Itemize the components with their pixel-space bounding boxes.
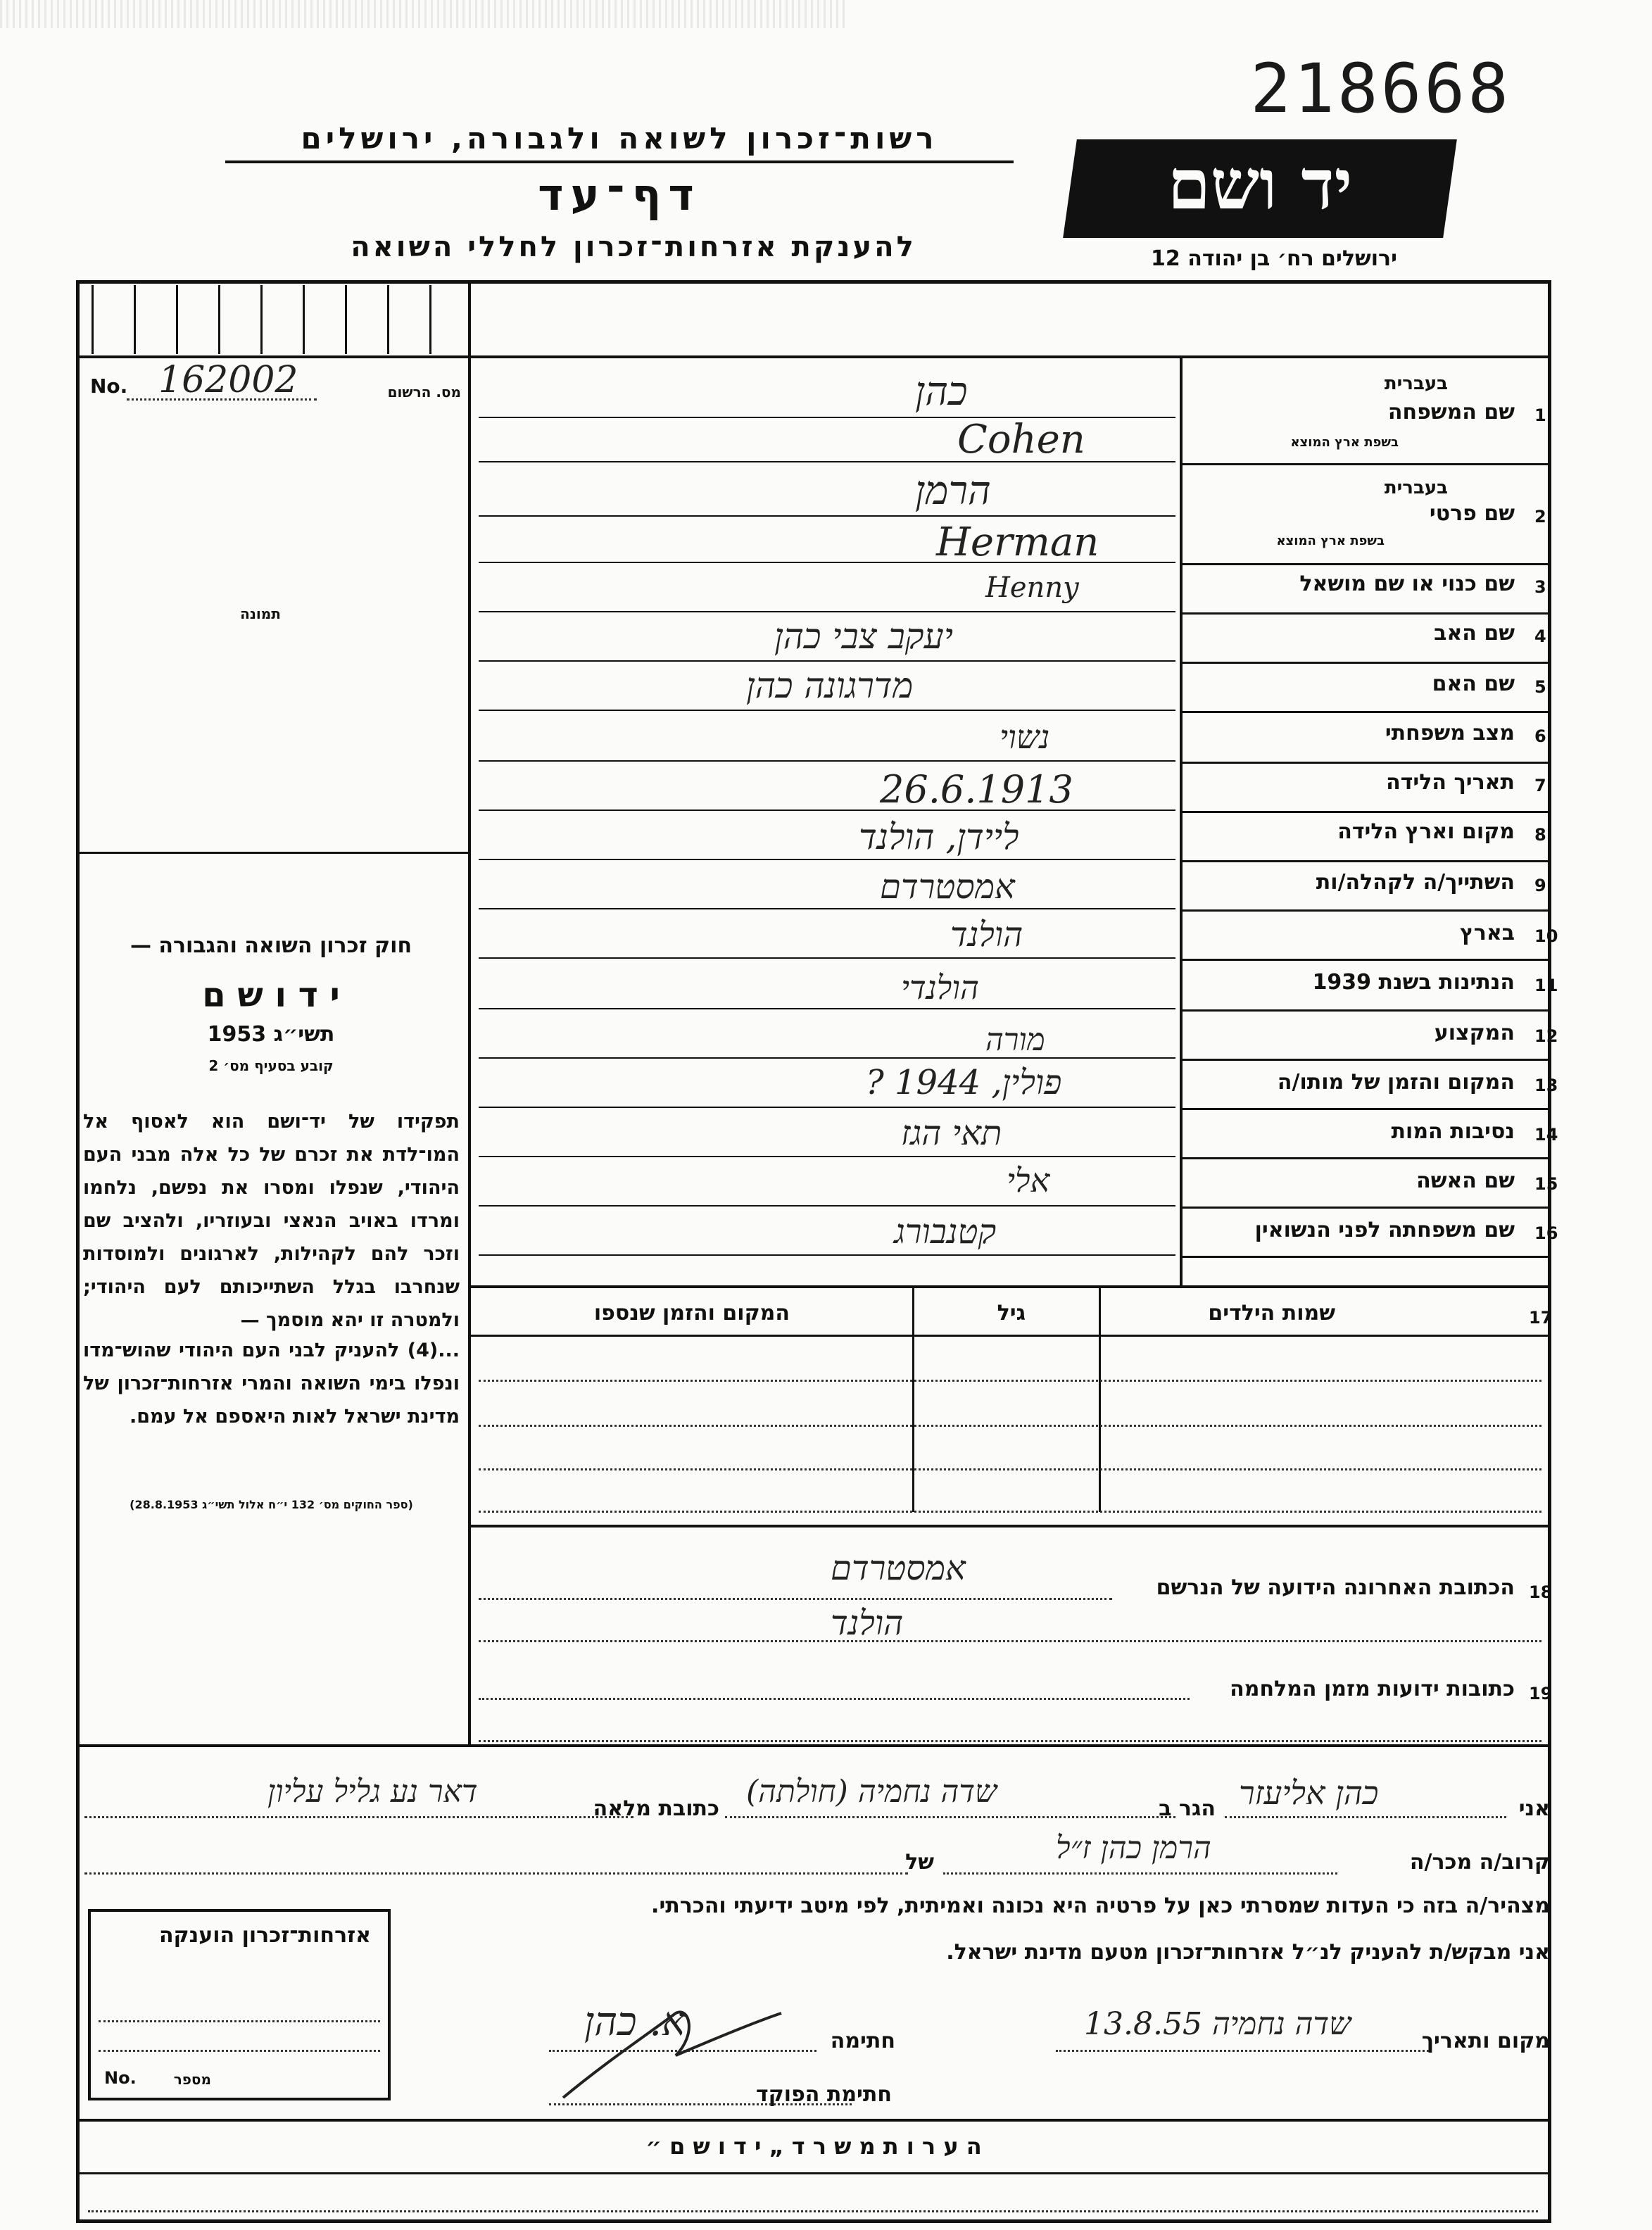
last-address-line <box>479 1598 1112 1600</box>
value-line <box>479 1057 1175 1059</box>
photo-box-divider <box>76 852 468 854</box>
community-value: אמסטרדם <box>880 867 1015 907</box>
value-line <box>479 760 1175 762</box>
death-place-value: פולין, 1944 ? <box>866 1063 1062 1102</box>
top-left-stripes <box>92 285 458 354</box>
law-body: תפקידו של יד־ושם הוא לאסוף אל המו־לדת את זכרם של כל אלה מבני העם היהודי, שנפלו ומסרו את נפשם, נלחמו ומרדו באויב הנאצי ובעוזריו, ולהציב שם וזכר להם לקהילות, לארגונים ולמוסדות שנחרבו בגלל השתייכותם לעם היהודי; ולמטרה זו יהא מוסמך — <box>83 1111 460 1331</box>
citizenship-box-line <box>99 2050 380 2052</box>
last-address-value-2: הולנד <box>831 1604 904 1643</box>
citizenship-box-no-label: No. <box>104 2068 137 2088</box>
registration-no-label: No. <box>90 374 128 398</box>
logo-text: יד ושם <box>1167 144 1353 225</box>
birth-place-value: ליידן, הולנד <box>859 817 1019 857</box>
value-line <box>479 515 1175 517</box>
field-label-wife-name: שם האשה <box>1416 1168 1515 1193</box>
maiden-name-value: קטנבורג <box>894 1212 997 1252</box>
citizenship-box-number-label: מספר <box>173 2071 211 2088</box>
field-label-country: בארץ <box>1459 921 1515 945</box>
field-label-maiden-name: שם משפחתה לפני הנשואין <box>1254 1218 1515 1242</box>
signature-scrawl <box>549 1992 788 2105</box>
death-circumstances-value: תאי הגז <box>901 1114 1002 1153</box>
field-number: 12 <box>1534 1026 1558 1046</box>
field-label-birth-date: תאריך הלידה <box>1386 770 1515 795</box>
law-title: חוק זכרון השואה והגבורה — <box>130 933 412 958</box>
row-sep <box>1180 563 1551 565</box>
children-col-divider <box>912 1287 914 1512</box>
logo-address: ירושלים רח׳ בן יהודה 12 <box>1151 246 1397 271</box>
field-number: 6 <box>1534 726 1546 746</box>
nickname-value: Henny <box>985 572 1079 604</box>
row-sep <box>1180 662 1551 664</box>
citizenship-box-line <box>99 2020 380 2022</box>
of-label: של <box>905 1850 934 1875</box>
children-row-line <box>479 1380 1541 1382</box>
signature-label: חתימה <box>830 2029 895 2053</box>
value-line <box>479 859 1175 860</box>
last-address-label: הכתובת האחרונה הידועה של הנרשם <box>1156 1575 1515 1600</box>
officer-signature-line <box>549 2103 852 2105</box>
field-number: 14 <box>1534 1125 1558 1145</box>
field-label-death-circumstances: נסיבות המות <box>1391 1119 1515 1144</box>
row-sep <box>1180 463 1551 465</box>
form-subtitle: להענקת אזרחות־זכרון לחללי השואה <box>351 231 916 263</box>
children-bottom-line <box>468 1525 1551 1527</box>
request-text: אני מבקש/ת להעניק לנ״ל אזרחות־זכרון מטעם מדינת ישראל. <box>946 1940 1550 1965</box>
field-number: 9 <box>1534 876 1546 895</box>
value-line <box>479 611 1175 612</box>
of-value: הרמן כהן ז״ל <box>1056 1830 1211 1866</box>
field-number: 4 <box>1534 626 1546 646</box>
row-sep <box>1180 1108 1551 1110</box>
field-sub-hebrew: בעברית <box>1384 373 1448 394</box>
field-label-father-name: שם האב <box>1434 621 1515 645</box>
family-name-hebrew-value: כהן <box>915 369 968 415</box>
top-band-line <box>76 355 1551 358</box>
declarant-ani-label: אני <box>1518 1796 1550 1821</box>
field-label-profession: המקצוע <box>1434 1021 1515 1045</box>
label-column-divider <box>1180 358 1183 1287</box>
field-label-family-name: שם המשפחה <box>1387 400 1515 424</box>
declaration-text: מצהיר/ה בזה כי העדות שמסרתי כאן על פרטיה היא נכונה ואמיתית, לפי מיטב ידיעתי והכרתי. <box>651 1894 1550 1918</box>
authority-name: רשות־זכרון לשואה ולגבורה, ירושלים <box>301 121 938 156</box>
row-sep <box>1180 1207 1551 1209</box>
field-number: 17 <box>1529 1308 1553 1328</box>
row-sep <box>1180 711 1551 713</box>
field-number: 7 <box>1534 776 1546 795</box>
law-footnote: (ספר החוקים מס׳ 132 י״ח אלול תשי״ג 28.8.1953) <box>130 1498 413 1511</box>
war-address-line <box>479 1740 1541 1742</box>
field-number: 16 <box>1534 1223 1558 1243</box>
office-notes-top-line <box>76 2119 1551 2122</box>
field-label-community: השתייך/ה לקהלה/ות <box>1316 870 1515 895</box>
mother-name-value: מדרגונה כהן <box>746 665 914 706</box>
photo-label: תמונה <box>240 605 281 622</box>
children-row-line <box>479 1425 1541 1427</box>
value-line <box>479 1107 1175 1108</box>
relative-label: קרוב/ה מכר/ה <box>1409 1850 1550 1875</box>
declarant-name-value: כהן אליעזר <box>1239 1774 1379 1812</box>
field-sub-foreign: בשפת ארץ המוצא <box>1276 534 1385 548</box>
row-sep <box>1180 811 1551 813</box>
office-notes-line <box>76 2172 1551 2174</box>
law-clause-4: ...(4) להעניק לבני העם היהודי שהוש־מדו ונפלו בימי השואה והמרי אזרחות־זכרון של מדינת ישראל לאות היאספם אל עמם. <box>83 1340 460 1428</box>
officer-signature-label: חתימת הפוקד <box>756 2082 892 2107</box>
children-names-header: שמות הילדים <box>1208 1301 1335 1325</box>
children-header-line <box>468 1335 1551 1337</box>
children-age-header: גיל <box>997 1301 1026 1325</box>
value-line <box>479 1205 1175 1207</box>
relative-line <box>84 1872 908 1875</box>
field-number: 11 <box>1534 976 1558 995</box>
row-sep <box>1180 762 1551 764</box>
registration-heb-label: מס. הרשום <box>387 384 461 401</box>
field-number: 2 <box>1534 507 1546 527</box>
row-sep <box>1180 1009 1551 1012</box>
family-name-foreign-value: Cohen <box>957 417 1085 462</box>
value-line <box>479 908 1175 909</box>
of-line <box>943 1872 1337 1875</box>
field-label-first-name: שם פרטי <box>1429 501 1515 526</box>
first-name-hebrew-value: הרמן <box>915 468 991 514</box>
place-date-line <box>1056 2050 1429 2052</box>
war-address-line <box>479 1698 1190 1700</box>
place-date-label: מקום ותאריך <box>1421 2029 1550 2053</box>
law-clause-ref: קובע בסעיף מס׳ 2 <box>208 1057 334 1074</box>
declarant-full-address-line <box>84 1816 633 1818</box>
value-line <box>479 1254 1175 1256</box>
field-number: 15 <box>1534 1174 1558 1194</box>
field-number: 1 <box>1534 405 1546 425</box>
value-line <box>479 710 1175 711</box>
birth-date-value: 26.6.1913 <box>880 767 1073 812</box>
declarant-resides-line <box>725 1816 1175 1818</box>
archive-number: 218668 <box>1250 49 1511 128</box>
value-line <box>479 1008 1175 1009</box>
row-sep <box>468 1285 1551 1288</box>
field-label-death-place-time: המקום והזמן של מותו/ה <box>1277 1070 1515 1095</box>
field-number: 8 <box>1534 825 1546 845</box>
field-label-nickname: שם כנוי או שם מושאל <box>1299 572 1515 596</box>
father-name-value: יעקב צבי כהן <box>774 616 953 657</box>
registration-no-value: 162002 <box>158 359 298 401</box>
children-place-header: המקום והזמן שנספו <box>593 1301 790 1325</box>
declarant-resides-label: הגר ב <box>1159 1796 1216 1821</box>
value-line <box>479 660 1175 662</box>
row-sep <box>1180 1157 1551 1159</box>
children-row-line <box>479 1468 1541 1470</box>
declarant-name-line <box>1225 1816 1506 1818</box>
profession-value: מורה <box>985 1022 1045 1058</box>
field-number: 13 <box>1534 1076 1558 1095</box>
office-notes-dotted <box>88 2210 1538 2212</box>
declarant-full-address-value: דאר נע גליל עליון <box>267 1774 478 1810</box>
value-line <box>479 1156 1175 1157</box>
field-sub-foreign: בשפת ארץ המוצא <box>1290 435 1399 450</box>
authority-underline <box>225 160 1014 163</box>
declaration-top-line <box>76 1744 1551 1747</box>
first-name-foreign-value: Herman <box>936 519 1099 565</box>
field-label-nationality-1939: הנתינות בשנת 1939 <box>1312 970 1515 995</box>
country-value: הולנד <box>950 915 1023 955</box>
law-year: תשי״ג 1953 <box>207 1022 335 1047</box>
row-sep <box>1180 1256 1551 1258</box>
row-sep <box>1180 959 1551 961</box>
children-row-line <box>479 1511 1541 1513</box>
field-number: 18 <box>1529 1582 1553 1602</box>
value-line <box>479 957 1175 959</box>
row-sep <box>1180 909 1551 912</box>
field-label-marital-status: מצב משפחתי <box>1385 721 1515 745</box>
row-sep <box>1180 1059 1551 1061</box>
war-address-label: כתובות ידועות מזמן המלחמה <box>1230 1677 1515 1701</box>
office-notes-title: ה ע ר ו ת מ ש ר ד „ י ד ו ש ם ״ <box>645 2133 982 2160</box>
wife-name-value: אלי <box>1007 1161 1050 1199</box>
form-title: דף־עד <box>538 169 701 220</box>
place-date-value: שדה נחמיה 13.8.55 <box>1084 2006 1351 2042</box>
declarant-full-address-label: כתובת מלאה <box>593 1796 719 1821</box>
row-sep <box>1180 612 1551 615</box>
field-number: 3 <box>1534 577 1546 597</box>
field-sub-hebrew: בעברית <box>1384 477 1448 498</box>
declarant-resides-value: שדה נחמיה (חולתה) <box>746 1774 997 1810</box>
field-label-birth-place: מקום וארץ הלידה <box>1337 819 1515 844</box>
field-label-mother-name: שם האם <box>1432 672 1515 696</box>
field-number: 19 <box>1529 1684 1553 1703</box>
citizenship-box-title: אזרחות־זכרון הוענקה <box>158 1923 371 1948</box>
field-number: 10 <box>1534 926 1558 946</box>
marital-status-value: נשוי <box>1000 718 1050 756</box>
last-address-line <box>479 1640 1541 1642</box>
children-col-divider <box>1099 1287 1101 1512</box>
law-name: י ד ו ש ם <box>202 976 340 1015</box>
scan-noise-strip <box>0 0 845 28</box>
field-number: 5 <box>1534 677 1546 697</box>
nationality-value: הולנדי <box>901 969 980 1007</box>
row-sep <box>1180 860 1551 862</box>
signature-value: א. כהן <box>584 1999 686 2045</box>
last-address-value: אמסטרדם <box>831 1549 966 1588</box>
